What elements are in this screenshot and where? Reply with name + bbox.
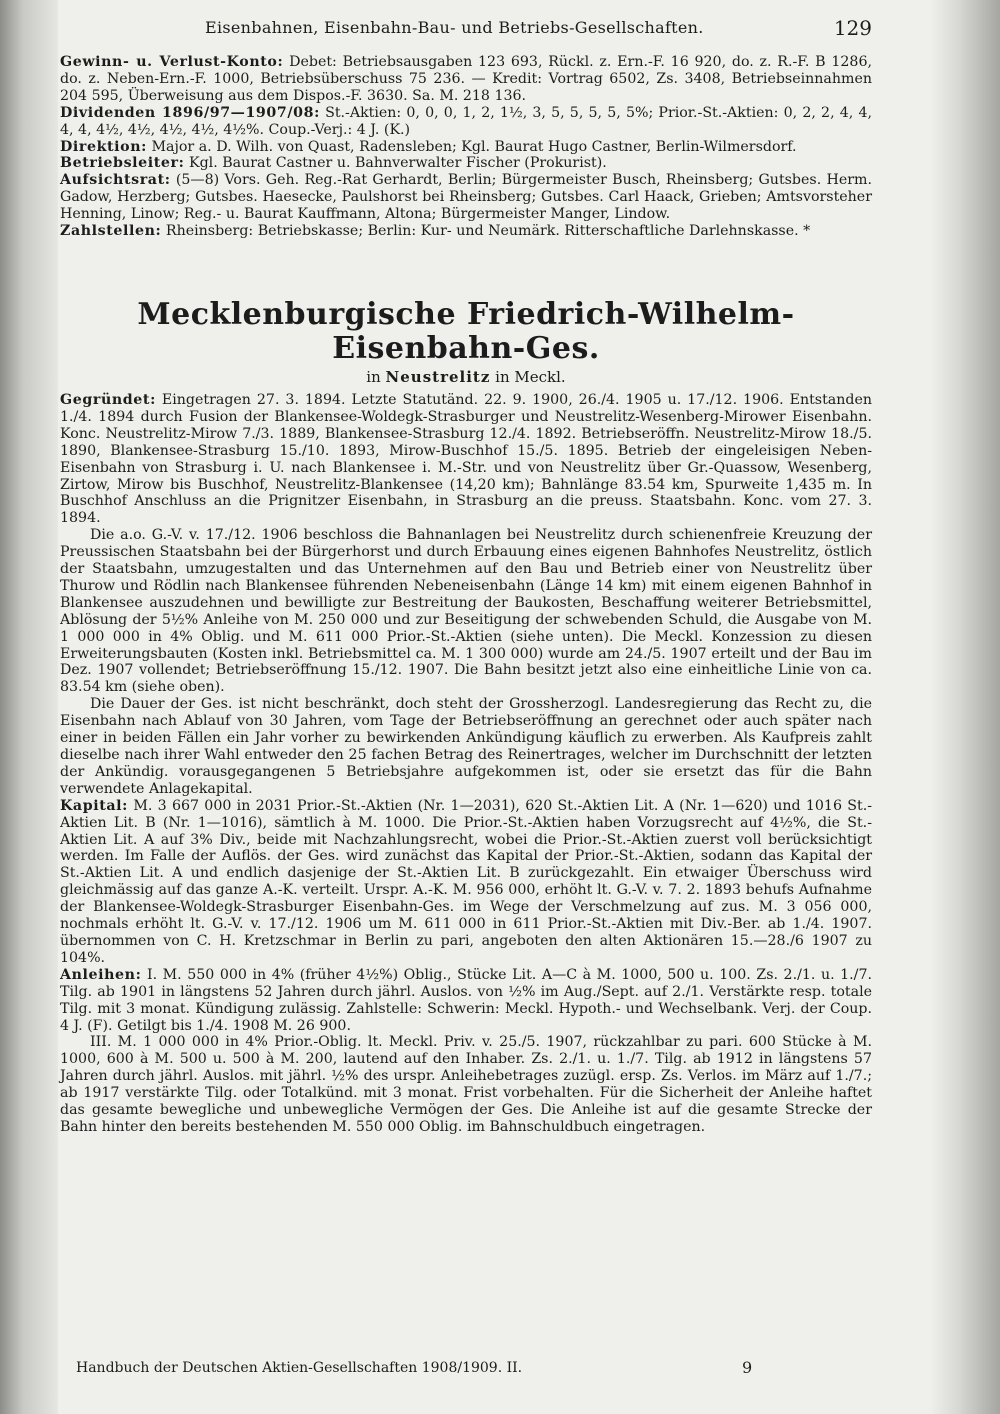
gewinn-verlust-text: Debet: Betriebsausgaben 123 693, Rückl. z. Ern.-F. 16 920, do. z. R.-F. B 1286, do. z. Neben-Ern.-F. 1000, Betriebsüberschuss 75 236. — Kredit: Vortrag 6502, Zs. 3408, Betriebseinnahmen 204 595, Überweisung aus dem Dispos.-F. 3630. Sa. M. 218 136.	[60, 54, 872, 104]
signature-mark: 9	[742, 1358, 753, 1377]
page-header	[60, 14, 872, 50]
anleihen-label: Anleihen:	[60, 966, 142, 983]
betriebsleiter-label: Betriebsleiter:	[60, 155, 185, 172]
company-title: Mecklenburgische Friedrich-Wilhelm-Eisenbahn-Ges.	[137, 296, 795, 366]
kapital-paragraph	[60, 798, 872, 967]
anleihen-text: I. M. 550 000 in 4% (früher 4½%) Oblig., Stücke Lit. A—C à M. 1000, 500 u. 100. Zs. 2./1. u. 1./7. Tilg. ab 1901 in längstens 52 Jahren durch jährl. Auslos. von ½% im Aug./Sept. auf 2./1. Verstärkte resp. totale Tilg. mit 3 monat. Kündigung zulässig. Zahlstelle: Schwerin: Meckl. Hypoth.- und Wechselbank. Verj. der Coup. 4 J. (F). Getilgt bis 1./4. 1908 M. 26 900.	[60, 966, 872, 1034]
aufsichtsrat-label: Aufsichtsrat:	[60, 172, 171, 189]
aufsichtsrat-paragraph	[60, 172, 872, 223]
scan-edge-right	[930, 0, 1000, 1414]
handbook-title: Handbuch der Deutschen Aktien-Gesellschaften 1908/1909. II.	[76, 1360, 523, 1376]
gv-paragraph: Die a.o. G.-V. v. 17./12. 1906 beschloss die Bahnanlagen bei Neustrelitz durch schienenfreie Kreuzung der Preussischen Staatsbahn bei der Bürgerhorst und durch Erbauung eines eigenen Bahnhofes Neustrelitz, östlich der Staatsbahn, umzugestalten und das Unternehmen auf den Bau und Betrieb einer von Neustrelitz über Thurow und Rödlin nach Blankensee führenden Nebeneisenbahn (Länge 14 km) mit einem eigenen Bahnhof in Blankensee auszudehnen und bewilligte zur Bestreitung der Baukosten, Beschaffung weiterer Betriebsmittel, Ablösung der 5½% Anleihe von M. 250 000 und zur Beseitigung der schwebenden Schuld, die Ausgabe von M. 1 000 000 in 4% Oblig. und M. 611 000 Prior.-St.-Aktien (siehe unten). Die Meckl. Konzession zu diesen Erweiterungsbauten (Kosten inkl. Betriebsmittel ca. M. 1 300 000) wurde am 24./5. 1907 erteilt und der Bau im Dez. 1907 vollendet; Betriebseröffnung 15./12. 1907. Die Bahn besitzt jetzt also eine einheitliche Linie von ca. 83.54 km (siehe oben).	[60, 527, 872, 696]
direktion-text: Major a. D. Wilh. von Quast, Radensleben; Kgl. Baurat Hugo Castner, Berlin-Wilmersdorf.	[151, 138, 797, 155]
direktion-label: Direktion:	[60, 138, 147, 155]
dauer-paragraph: Die Dauer der Ges. ist nicht beschränkt, doch steht der Grossherzogl. Landesregierung das Recht zu, die Eisenbahn nach Ablauf von 30 Jahren, vom Tage der Betriebseröffnung an gerechnet oder auch später nach einer in beiden Fällen ein Jahr vorher zu bewirkenden Ankündigung käuflich zu erwerben. Als Kaufpreis zahlt dieselbe nach ihrer Wahl entweder den 25 fachen Betrag des Reinertrages, welcher im Durchschnitt der letzten der Ankündig. vorausgegangenen 5 Betriebsjahre aufgekommen ist, oder sie ersetzt das für die Bahn verwendete Anlagekapital.	[60, 696, 872, 797]
location-prefix: in	[366, 367, 381, 386]
dividenden-paragraph	[60, 105, 872, 139]
dividenden-text: St.-Aktien: 0, 0, 0, 1, 2, 1½, 3, 5, 5, 5, 5, 5%; Prior.-St.-Aktien: 0, 2, 2, 4, 4, 4, 4, 4½, 4½, 4½, 4½, 4½%. Coup.-Verj.: 4 J. (K.)	[60, 104, 872, 138]
gewinn-verlust-paragraph	[60, 54, 872, 105]
zahlstellen-label: Zahlstellen:	[60, 223, 162, 240]
aufsichtsrat-text: (5—8) Vors. Geh. Reg.-Rat Gerhardt, Berlin; Bürgermeister Busch, Rheinsberg; Gutsbes. Herm. Gadow, Herzberg; Gutsbes. Haesecke, Paulshorst bei Rheinsberg; Gutsbes. Carl Haack, Grieben; Amtsvorsteher Henning, Linow; Reg.- u. Baurat Kauffmann, Altona; Bürgermeister Manger, Lindow.	[60, 172, 872, 223]
company-location	[60, 368, 872, 386]
document-page	[60, 14, 872, 1404]
gegruendet-label: Gegründet:	[60, 391, 156, 408]
gegruendet-paragraph	[60, 392, 872, 527]
kapital-label: Kapital:	[60, 797, 129, 814]
dividenden-label: Dividenden 1896/97—1907/08:	[60, 104, 320, 121]
location-city: Neustrelitz	[385, 367, 491, 386]
running-title: Eisenbahnen, Eisenbahn-Bau- und Betriebs-Gesellschaften.	[205, 18, 704, 37]
anleihe-iii-paragraph: III. M. 1 000 000 in 4% Prior.-Oblig. lt. Meckl. Priv. v. 25./5. 1907, rückzahlbar zu pari. 600 Stücke à M. 1000, 600 à M. 500 u. 500 à M. 200, lautend auf den Inhaber. Zs. 2./1. u. 1./7. Tilg. ab 1912 in längstens 57 Jahren durch jährl. Auslos. mit jährl. ½% des urspr. Anleihebetrages zuzügl. ersp. Zs. Verlos. im März auf 1./7.; ab 1917 verstärkte Tilg. oder Totalkünd. mit 3 monat. Frist vorbehalten. Für die Sicherheit der Anleihe haftet das gesamte bewegliche und unbewegliche Vermögen der Ges. Die Anleihe ist auf die gesamte Strecke der Bahn hinter den bereits bestehenden M. 550 000 Oblig. im Bahnschuldbuch eingetragen.	[60, 1034, 872, 1135]
direktion-paragraph	[60, 139, 872, 156]
anleihen-paragraph	[60, 967, 872, 1035]
gewinn-verlust-label: Gewinn- u. Verlust-Konto:	[60, 54, 284, 70]
zahlstellen-paragraph	[60, 223, 872, 240]
zahlstellen-text: Rheinsberg: Betriebskasse; Berlin: Kur- und Neumärk. Ritterschaftliche Darlehnskasse. *	[165, 223, 811, 240]
kapital-text: M. 3 667 000 in 2031 Prior.-St.-Aktien (Nr. 1—2031), 620 St.-Aktien Lit. A (Nr. 1—620) und 1016 St.-Aktien Lit. B (Nr. 1—1016), sämtlich à M. 1000. Die Prior.-St.-Aktien haben Vorzugsrecht auf 4½%, die St.-Aktien Lit. A auf 3% Div., beide mit Nachzahlungsrecht, wobei die Prior.-St.-Aktien zuerst voll berücksichtigt werden. Im Falle der Auflös. der Ges. wird zunächst das Kapital der Prior.-St.-Aktien, sodann das Kapital der St.-Aktien Lit. A und endlich dasjenige der St.-Aktien Lit. B zurückgezahlt. Ein etwaiger Überschuss wird gleichmässig auf das ganze A.-K. verteilt. Urspr. A.-K. M. 956 000, erhöht lt. G.-V. v. 7. 2. 1893 behufs Aufnahme der Blankensee-Woldegk-Strasburger Eisenbahn-Ges. im Wege der Verschmelzung auf zus. M. 3 056 000, nochmals erhöht lt. G.-V. v. 17./12. 1906 um M. 611 000 in 611 Prior.-St.-Aktien mit Div.-Ber. ab 1./4. 1907. übernommen von C. H. Kretzschmar in Berlin zu pari, angeboten den alten Aktionären 15.—28./6 1907 zu 104%.	[60, 797, 872, 966]
location-suffix: in Meckl.	[495, 367, 566, 386]
page-number: 129	[833, 16, 872, 40]
betriebsleiter-paragraph	[60, 155, 872, 172]
betriebsleiter-text: Kgl. Baurat Castner u. Bahnverwalter Fischer (Prokurist).	[188, 155, 607, 172]
gegruendet-text: Eingetragen 27. 3. 1894. Letzte Statutänd. 22. 9. 1900, 26./4. 1905 u. 17./12. 1906. Entstanden 1./4. 1894 durch Fusion der Blankensee-Woldegk-Strasburger und Neustrelitz-Wesenberg-Mirower Eisenbahn. Konc. Neustrelitz-Mirow 7./3. 1889, Blankensee-Strasburg 12./4. 1892. Betriebseröffn. Neustrelitz-Mirow 18./5. 1890, Blankensee-Strasburg 15./10. 1893, Mirow-Buschhof 15./5. 1895. Betrieb der eingeleisigen Neben-Eisenbahn von Strasburg i. U. nach Blankensee i. M.-Str. und von Neustrelitz über Gr.-Quassow, Wesenberg, Zirtow, Mirow bis Buschhof, Neustrelitz-Blankensee (14,20 km); Bahnlänge 83.54 km, Spurweite 1,435 m. In Buschhof Anschluss an die Prignitzer Eisenbahn, in Strasburg an die preuss. Staatsbahn. Konc. vom 27. 3. 1894.	[60, 391, 873, 527]
scan-edge-left	[0, 0, 58, 1414]
